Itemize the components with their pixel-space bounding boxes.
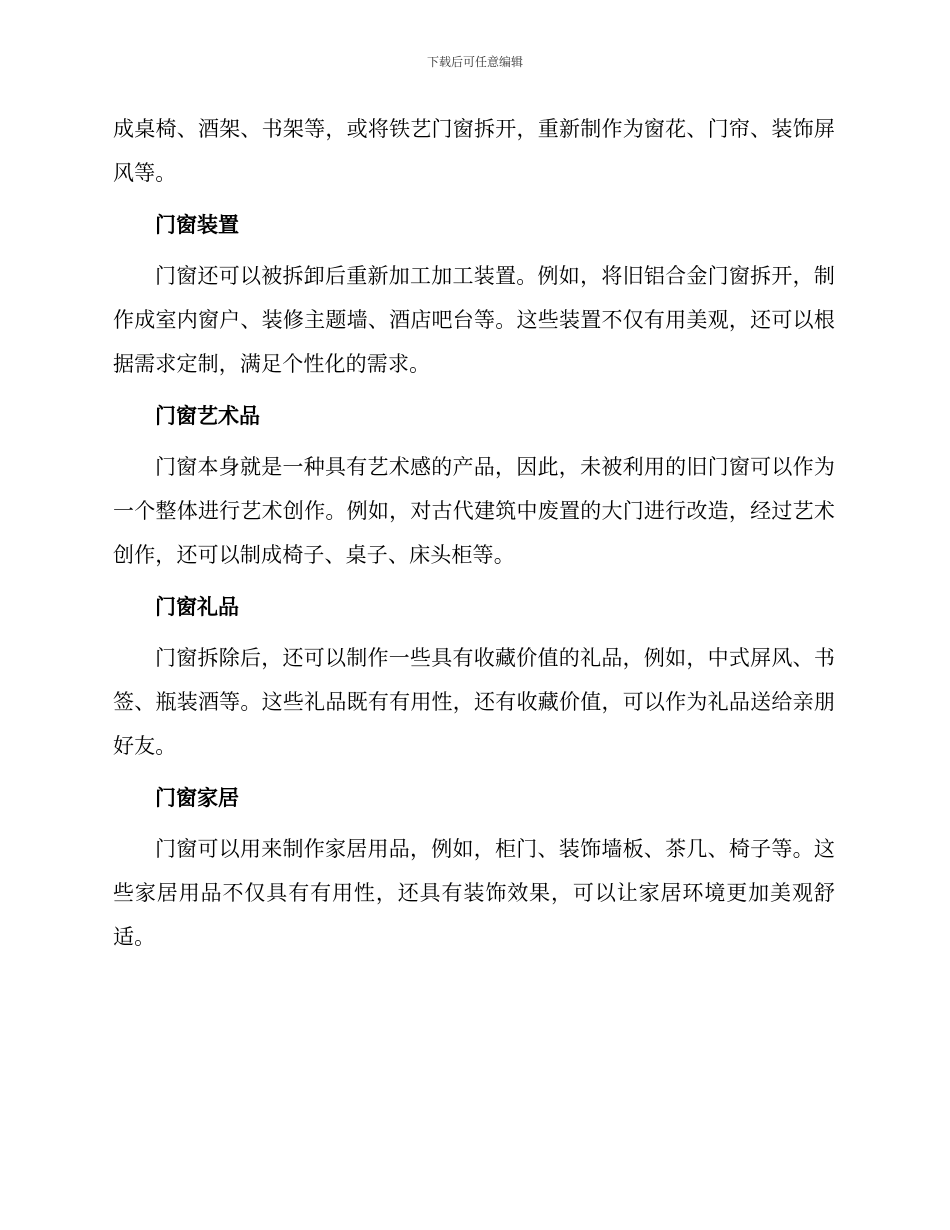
section-heading: 门窗家居 — [155, 786, 239, 810]
document-body — [113, 107, 835, 959]
section-door-window-gifts — [113, 592, 835, 768]
section-door-window-installation — [113, 210, 835, 386]
section-heading: 门窗装置 — [155, 213, 239, 237]
section-paragraph: 门窗拆除后，还可以制作一些具有收藏价值的礼品，例如，中式屏风、书签、瓶装酒等。这些礼品既有有用性，还有收藏价值，可以作为礼品送给亲朋好友。 — [113, 646, 835, 758]
section-paragraph: 门窗本身就是一种具有艺术感的产品，因此，未被利用的旧门窗可以作为一个整体进行艺术创作。例如，对古代建筑中废置的大门进行改造，经过艺术创作，还可以制成椅子、桌子、床头柜等。 — [113, 455, 835, 567]
section-heading: 门窗艺术品 — [155, 404, 260, 428]
intro-paragraph: 成桌椅、酒架、书架等，或将铁艺门窗拆开，重新制作为窗花、门帘、装饰屏风等。 — [113, 117, 835, 185]
page-header: 下载后可任意编辑 — [426, 55, 523, 69]
section-door-window-artwork — [113, 401, 835, 577]
section-door-window-home — [113, 783, 835, 959]
section-paragraph: 门窗可以用来制作家居用品，例如，柜门、装饰墙板、茶几、椅子等。这些家居用品不仅具有有用性，还具有装饰效果，可以让家居环境更加美观舒适。 — [113, 837, 835, 949]
section-paragraph: 门窗还可以被拆卸后重新加工加工装置。例如，将旧铝合金门窗拆开，制作成室内窗户、装修主题墙、酒店吧台等。这些装置不仅有用美观，还可以根据需求定制，满足个性化的需求。 — [113, 264, 835, 376]
section-heading: 门窗礼品 — [155, 595, 239, 619]
